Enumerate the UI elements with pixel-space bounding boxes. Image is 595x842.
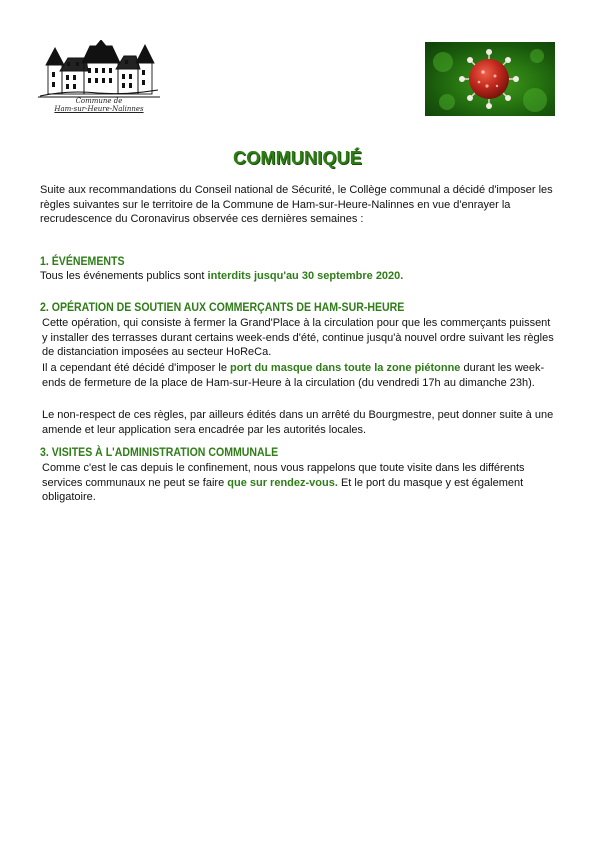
events-text: Tous les événements publics sont xyxy=(40,270,208,282)
operation-paragraph-2 xyxy=(42,361,558,390)
mask-highlight: port du masque dans toute la zone piétonne xyxy=(230,362,461,374)
visits-highlight: que sur rendez-vous. xyxy=(227,476,338,489)
section-events-text xyxy=(40,269,560,284)
mask-text-before: Il a cependant été décidé d'imposer le xyxy=(42,362,230,374)
visits-paragraph xyxy=(42,461,558,505)
operation-paragraph-1: Cette opération, qui consiste à fermer la Grand'Place à la circulation pour que les commerçants puissent y installer des terrasses durant certains week-ends d'été, continue jusqu'à nouvel ordre suivant les règles de distanciation imposées au secteur HoReCa. xyxy=(42,317,554,358)
logo-caption xyxy=(40,97,158,113)
events-highlight: interdits jusqu'au 30 septembre 2020. xyxy=(207,270,404,282)
section-heading-events: 1. ÉVÉNEMENTS xyxy=(40,254,125,268)
visits-text-before: Comme c'est le cas depuis le confinement, nous vous rappelons que toute visite dans les différents services communaux ne peut se faire xyxy=(42,462,525,489)
visits-text-after: Et le port du masque y est également obligatoire. xyxy=(42,476,524,503)
intro-paragraph: Suite aux recommandations du Conseil national de Sécurité, le Collège communal a décidé d'imposer les règles suivantes sur le territoire de la Commune de Ham-sur-Heure-Nalinnes en vue d'enrayer la recrudescence du Coronavirus observée ces dernières semaines : xyxy=(40,184,553,225)
logo-caption-line1: Commune de xyxy=(75,97,123,105)
logo-caption-line2: Ham-sur-Heure-Nalinnes xyxy=(54,105,144,113)
mask-text-after: durant les week-ends de fermeture de la place de Ham-sur-Heure à la circulation (du vendredi 17h au dimanche 23h). xyxy=(42,362,545,389)
coronavirus-illustration xyxy=(425,42,555,116)
section-heading-visits: 3. VISITES À L'ADMINISTRATION COMMUNALE xyxy=(40,445,279,459)
page-title: COMMUNIQUÉ xyxy=(233,148,362,168)
operation-paragraph-3: Le non-respect de ces règles, par ailleurs édités dans un arrêté du Bourgmestre, peut donner suite à une amende et leur application sera encadrée par les autorités locales. xyxy=(42,409,554,436)
section-heading-operation: 2. OPÉRATION DE SOUTIEN AUX COMMERÇANTS DE HAM-SUR-HEURE xyxy=(40,300,405,314)
